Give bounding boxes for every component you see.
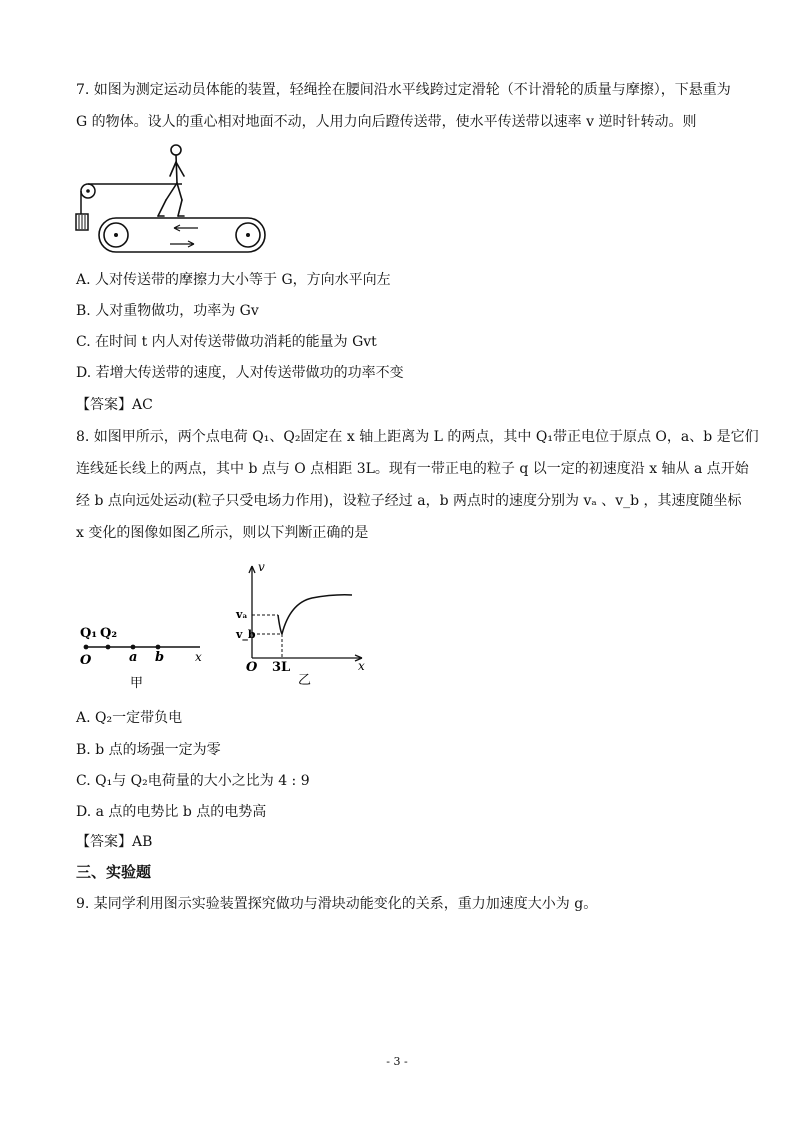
x-label: x [358, 659, 365, 673]
page-number: - 3 - [386, 1055, 408, 1068]
b-point [156, 645, 161, 650]
q7-option-c: C. 在时间 t 内人对传送带做功消耗的能量为 Gvt [76, 334, 377, 350]
q8-option-d: D. a 点的电势比 b 点的电势高 [76, 804, 267, 820]
arrow-right-icon [170, 241, 194, 247]
conveyor-belt [99, 218, 265, 252]
b-label: b [155, 650, 165, 665]
v-label: v [258, 560, 265, 574]
velocity-curve [278, 595, 352, 634]
q9-stem-line1: 9. 某同学利用图示实验装置探究做功与滑块动能变化的关系，重力加速度大小为 g。 [76, 896, 598, 912]
q7-stem-line1: 7. 如图为测定运动员体能的装置，轻绳拴在腰间沿水平线跨过定滑轮（不计滑轮的质量与摩擦），下悬重为 [76, 82, 731, 98]
x-label: x [195, 650, 202, 664]
q8-figure-jia [78, 620, 218, 695]
a-point [131, 645, 136, 650]
q2-label: Q₂ [100, 626, 118, 641]
q7-option-d: D. 若增大传送带的速度，人对传送带做功的功率不变 [76, 365, 404, 381]
q7-stem-line2: G 的物体。设人的重心相对地面不动，人用力向后蹬传送带，使水平传送带以速率 v 逆时针转动。则 [76, 114, 697, 130]
origin-label: O [80, 653, 92, 668]
section-title: 三、实验题 [76, 863, 152, 881]
va-label: vₐ [236, 608, 248, 621]
caption-jia: 甲 [130, 676, 144, 691]
q7-answer: 【答案】AC [76, 397, 153, 413]
q8-figure-yi [232, 558, 382, 688]
arrow-left-icon [174, 225, 198, 231]
q8-option-a: A. Q₂一定带负电 [76, 710, 183, 726]
q8-option-c: C. Q₁与 Q₂电荷量的大小之比为 4 : 9 [76, 773, 310, 789]
origin-label: O [246, 660, 258, 675]
q1-point [84, 645, 89, 650]
a-label: a [129, 650, 138, 665]
q7-option-a: A. 人对传送带的摩擦力大小等于 G，方向水平向左 [76, 272, 391, 288]
vb-label: v_b [236, 628, 256, 641]
q7-treadmill-figure [74, 140, 274, 255]
q8-answer: 【答案】AB [76, 834, 153, 850]
q7-option-b: B. 人对重物做功，功率为 Gv [76, 303, 259, 319]
runner-figure [158, 145, 184, 216]
3l-label: 3L [272, 660, 291, 675]
q8-stem-line2: 连线延长线上的两点，其中 b 点与 O 点相距 3L。现有一带正电的粒子 q 以一定的初速度沿 x 轴从 a 点开始 [76, 461, 749, 477]
q8-stem-line4: x 变化的图像如图乙所示，则以下判断正确的是 [76, 525, 369, 541]
q8-stem-line1: 8. 如图甲所示，两个点电荷 Q₁、Q₂固定在 x 轴上距离为 L 的两点，其中 Q₁带正电位于原点 O，a、b 是它们 [76, 429, 759, 445]
q8-option-b: B. b 点的场强一定为零 [76, 742, 221, 758]
caption-yi: 乙 [298, 673, 312, 688]
q8-stem-line3: 经 b 点向远处运动(粒子只受电场力作用)，设粒子经过 a，b 两点时的速度分别为 vₐ 、v_b ，其速度随坐标 [76, 493, 742, 509]
q2-point [106, 645, 111, 650]
q1-label: Q₁ [80, 626, 98, 641]
